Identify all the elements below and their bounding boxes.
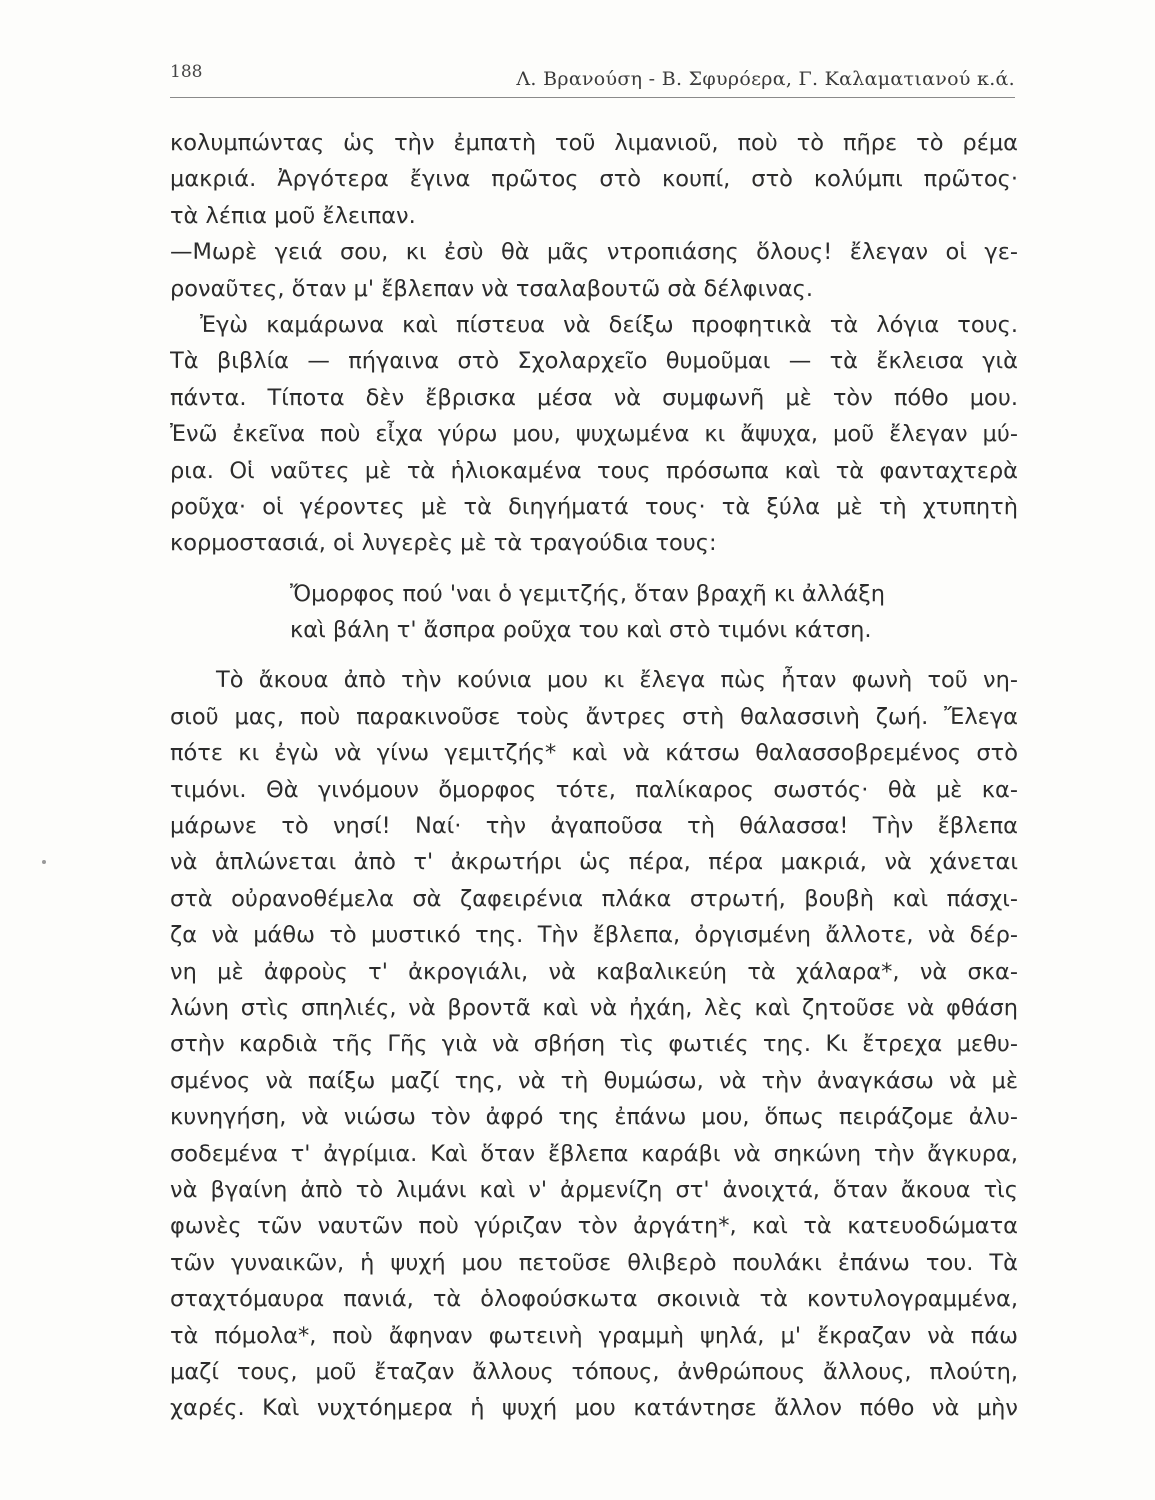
poem-line: καὶ βάλη τ' ἄσπρα ροῦχα του καὶ στὸ τιμόνι κάτση. [290,617,872,644]
poem [170,576,1018,649]
paragraph-4 [170,662,1018,1426]
text-line: χαρές. Καὶ νυχτόημερα ἡ ψυχή μου κατάντησε ἄλλον πόθο νὰ μὴν [170,1395,1018,1422]
paragraph-1 [170,125,1018,234]
text-line: σοδεμένα τ' ἀγρίμια. Καὶ ὅταν ἔβλεπα καράβι νὰ σηκώνη τὴν ἄγκυρα, [170,1140,1018,1167]
text-line: τιμόνι. Θὰ γινόμουν ὄμορφος τότε, παλίκαρος σωστός· θὰ μὲ κα- [170,776,1018,803]
running-head: Λ. Βρανούση - Β. Σφυρόερα, Γ. Καλαματιανού κ.ά. [516,68,1015,90]
text-line: νη μὲ ἀφροὺς τ' ἀκρογιάλι, νὰ καβαλικεύη τὰ χάλαρα*, νὰ σκα- [170,958,1018,985]
paragraph-2 [170,234,1018,307]
text-line: στὴν καρδιὰ τῆς Γῆς γιὰ νὰ σβήση τὶς φωτιές της. Κι ἔτρεχα μεθυ- [170,1031,1018,1058]
text-line: τὰ λέπια μοῦ ἔλειπαν. [170,202,416,229]
text-line: στὰ οὐρανοθέμελα σὰ ζαφειρένια πλάκα στρωτή, βουβὴ καὶ πάσχι- [170,885,1018,912]
text-line: σταχτόμαυρα πανιά, τὰ ὁλοφούσκωτα σκοινιὰ τὰ κοντυλογραμμένα, [170,1286,1018,1313]
text-line: νὰ βγαίνη ἀπὸ τὸ λιμάνι καὶ ν' ἀρμενίζη στ' ἀνοιχτά, ὅταν ἄκουα τὶς [170,1176,1018,1203]
text-line: λώνη στὶς σπηλιές, νὰ βροντᾶ καὶ νὰ ἠχάη, λὲς καὶ ζητοῦσε νὰ φθάση [170,994,1018,1021]
body-text [170,125,1018,1427]
text-line: κορμοστασιά, οἱ λυγερὲς μὲ τὰ τραγούδια τους: [170,530,717,557]
text-line: ζα νὰ μάθω τὸ μυστικό της. Τὴν ἔβλεπα, ὀργισμένη ἄλλοτε, νὰ δέρ- [170,922,1018,949]
text-line: μακριά. Ἀργότερα ἔγινα πρῶτος στὸ κουπί, στὸ κολύμπι πρῶτος· [170,166,1018,193]
paragraph-3 [170,307,1018,562]
text-line: ροῦχα· οἱ γέροντες μὲ τὰ διηγήματά τους· τὰ ξύλα μὲ τὴ χτυπητὴ [170,493,1018,520]
text-line: Τὰ βιβλία — πήγαινα στὸ Σχολαρχεῖο θυμοῦμαι — τὰ ἔκλεισα γιὰ [170,348,1018,375]
text-line: —Μωρὲ γειά σου, κι ἐσὺ θὰ μᾶς ντροπιάσης ὅλους! ἔλεγαν οἱ γε- [170,239,1018,266]
text-line: τῶν γυναικῶν, ἡ ψυχή μου πετοῦσε θλιβερὸ πουλάκι ἐπάνω του. Τὰ [170,1249,1018,1276]
header-rule [170,97,1015,98]
text-line: ροναῦτες, ὅταν μ' ἔβλεπαν νὰ τσαλαβουτῶ σὰ δέλφινας. [170,275,814,302]
text-line: Ἐνῶ ἐκεῖνα ποὺ εἶχα γύρω μου, ψυχωμένα κι ἄψυχα, μοῦ ἔλεγαν μύ- [170,421,1018,448]
text-line: φωνὲς τῶν ναυτῶν ποὺ γύριζαν τὸν ἀργάτη*, καὶ τὰ κατευοδώματα [170,1213,1018,1240]
text-line: πάντα. Τίποτα δὲν ἔβρισκα μέσα νὰ συμφωνῆ μὲ τὸν πόθο μου. [170,384,1018,411]
text-line: ρια. Οἱ ναῦτες μὲ τὰ ἡλιοκαμένα τους πρόσωπα καὶ τὰ φανταχτερὰ [170,457,1018,484]
text-line: σμένος νὰ παίξω μαζί της, νὰ τὴ θυμώσω, νὰ τὴν ἀναγκάσω νὰ μὲ [170,1067,1018,1094]
text-line: κυνηγήση, νὰ νιώσω τὸν ἀφρό της ἐπάνω μου, ὅπως πειράζομε ἀλυ- [170,1104,1018,1131]
page-header [170,62,1015,102]
poem-line: Ὄμορφος πού 'ναι ὁ γεμιτζής, ὅταν βραχῆ κι ἀλλάξη [290,580,886,607]
text-line: τὰ πόμολα*, ποὺ ἄφηναν φωτεινὴ γραμμὴ ψηλά, μ' ἔκραζαν νὰ πάω [170,1322,1018,1349]
text-line: κολυμπώντας ὡς τὴν ἐμπατὴ τοῦ λιμανιοῦ, ποὺ τὸ πῆρε τὸ ρέμα [170,130,1018,156]
text-line: μάρωνε τὸ νησί! Ναί· τὴν ἀγαποῦσα τὴ θάλασσα! Τὴν ἔβλεπα [170,813,1018,840]
text-line: νὰ ἁπλώνεται ἀπὸ τ' ἀκρωτήρι ὡς πέρα, πέρα μακριά, νὰ χάνεται [170,849,1018,876]
text-line: μαζί τους, μοῦ ἔταζαν ἄλλους τόπους, ἀνθρώπους ἄλλους, πλούτη, [170,1358,1018,1385]
text-line: σιοῦ μας, ποὺ παρακινοῦσε τοὺς ἄντρες στὴ θαλασσινὴ ζωή. Ἔλεγα [170,703,1018,730]
margin-speck [42,860,46,864]
page-number: 188 [170,62,203,82]
text-line: Ἐγὼ καμάρωνα καὶ πίστευα νὰ δείξω προφητικὰ τὰ λόγια τους. [200,311,1018,338]
text-line: πότε κι ἐγὼ νὰ γίνω γεμιτζής* καὶ νὰ κάτσω θαλασσοβρεμένος στὸ [170,740,1018,767]
text-line: Τὸ ἄκουα ἀπὸ τὴν κούνια μου κι ἔλεγα πὼς ἦταν φωνὴ τοῦ νη- [216,667,1018,694]
